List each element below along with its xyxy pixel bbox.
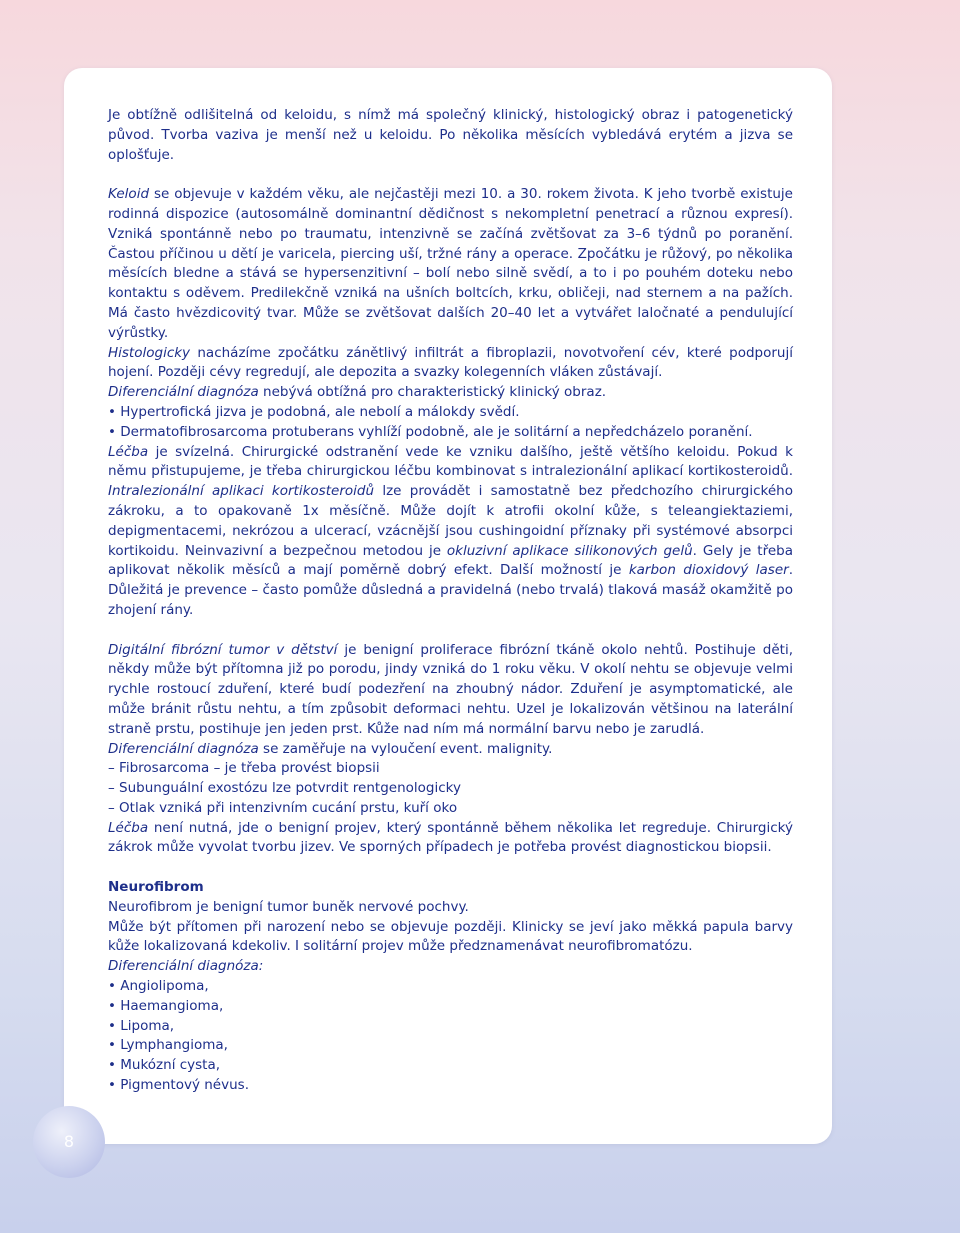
paragraph-diff-2 bbox=[108, 740, 793, 760]
term: Léčba bbox=[108, 443, 149, 460]
dash-item: – Otlak vzniká při intenzivním cucání prstu, kuří oko bbox=[108, 799, 458, 816]
text-span: . Gely je třeba aplikovat několik měsíců a mají poměrně dobrý efekt. Další možností je bbox=[108, 542, 793, 579]
text-span: nebývá obtížná pro charakteristický klinický obraz. bbox=[258, 384, 607, 401]
text-span: se objevuje v každém věku, ale nejčastěji mezi 10. a 30. rokem života. K jeho tvorbě existuje rodinná dispozice (autosomálně dominantní dědičnost s nekompletní penetrací a různou expresí). Vzniká spontánně nebo po traumatu, intenzivně se začíná zvětšovat za 3–6 týdnů po poranění. Častou příčinou u dětí je varicela, piercing uší, tržné rány a operace. Zpočátku je růžový, po několika měsících bledne a stává se hypersenzitivní – bolí nebo silně svědí, a to i po pouhém doteku nebo kontaktu s oděvem. Predilekčně vzniká na ušních boltcích, krku, obličeji, nad sternem a na pažích. Má často hvězdicovitý tvar. Může se zvětšovat dalších 20–40 let a vytvářet laločnaté a pendulující výrůstky. bbox=[108, 186, 793, 341]
page-number: 8 bbox=[33, 1106, 105, 1178]
main-text bbox=[108, 106, 793, 1096]
term: Histologicky bbox=[108, 344, 191, 361]
paragraph-keloid bbox=[108, 185, 793, 343]
text-span: . Důležitá je prevence – často pomůže důsledná a pravidelná (nebo trvalá) tlaková masáž okamžitě po zhojení rány. bbox=[108, 562, 793, 618]
list-item: • Pigmentový névus. bbox=[108, 1077, 249, 1094]
text-span: je svízelná. Chirurgické odstranění vede ke vzniku dalšího, ještě většího keloidu. Pokud k němu přistupujeme, je třeba chirurgickou léčbu kombinovat s intralezionální aplikací kortikosteroidů. bbox=[108, 443, 793, 480]
term: Léčba bbox=[108, 819, 149, 836]
term: okluzivní aplikace silikonových gelů bbox=[446, 542, 693, 559]
dash-item: – Subunguální exostózu lze potvrdit rentgenologicky bbox=[108, 780, 461, 797]
list-item: • Haemangioma, bbox=[108, 997, 224, 1014]
term: Diferenciální diagnóza bbox=[108, 384, 259, 401]
paragraph-intro bbox=[108, 106, 793, 165]
term: Digitální fibrózní tumor v dětství bbox=[108, 641, 338, 658]
paragraph-neuro-2: Může být přítomen při narození nebo se objevuje později. Klinicky se jeví jako měkká papula barvy kůže lokalizovaná kdekoliv. I solitární projev může předznamenávat neurofibromatózu. bbox=[108, 918, 793, 955]
paragraph-treatment-2 bbox=[108, 819, 793, 859]
text-span: se zaměřuje na vyloučení event. malignity. bbox=[258, 740, 553, 757]
paragraph-treatment bbox=[108, 443, 793, 621]
bullet-item: • Dermatofibrosarcoma protuberans vyhlíží podobně, ale je solitární a nepředcházelo poranění. bbox=[108, 423, 753, 440]
text-span: není nutná, jde o benigní projev, který spontánně během několika let regreduje. Chirurgický zákrok může vyvolat tvorbu jizev. Ve sporných případech je potřeba provést diagnostickou biopsii. bbox=[108, 819, 793, 856]
list-item: • Lipoma, bbox=[108, 1017, 175, 1034]
term: Keloid bbox=[108, 186, 150, 203]
paragraph-diff bbox=[108, 383, 793, 403]
dash-item: – Fibrosarcoma – je třeba provést biopsii bbox=[108, 760, 380, 777]
list-item: • Mukózní cysta, bbox=[108, 1057, 221, 1074]
paragraph-neuro-1: Neurofibrom je benigní tumor buněk nervové pochvy. bbox=[108, 898, 469, 915]
paragraph-digital bbox=[108, 641, 793, 740]
term: Intralezionální aplikaci kortikosteroidů bbox=[108, 483, 374, 500]
text-span: je benigní proliferace fibrózní tkáně okolo nehtů. Postihuje děti, někdy může být přítomna již po porodu, jindy vzniká do 1 roku věku. V okolí nehtu se objevuje velmi rychle rostoucí zduření, které budí podezření na zhoubný nádor. Zduření je asymptomatické, ale může bránit růstu nehtu, a tím způsobit deformaci nehtu. Uzel je lokalizován většinou na laterální straně prstu, postihuje jen jeden prst. Kůže nad ním má normální barvu nebo je zarudlá. bbox=[108, 641, 793, 737]
list-item: • Lymphangioma, bbox=[108, 1037, 228, 1054]
term: karbon dioxidový laser bbox=[628, 562, 789, 579]
text-span: nacházíme zpočátku zánětlivý infiltrát a fibroplazii, novotvoření cév, které podporují hojení. Později cévy regredují, ale depozita a svazky kolegenních vláken zůstávají. bbox=[108, 344, 793, 381]
section-heading: Neurofibrom bbox=[108, 879, 204, 896]
paragraph-neuro-diff: Diferenciální diagnóza: bbox=[108, 958, 264, 975]
text-span: lze provádět i samostatně bez předchozího chirurgického zákroku, a to opakovaně 1x měsíčně. Může dojít k atrofii okolní kůže, s teleangiektaziemi, depigmentacemi, nekrózou a ulcerací, vzácnější jsou cushingoidní příznaky při systémové absorpci kortikoidu. Neinvazivní a bezpečnou metodou je bbox=[108, 483, 793, 559]
text-span: Je obtížně odlišitelná od keloidu, s nímž má společný klinický, histologický obraz i patogenetický původ. Tvorba vaziva je menší než u keloidu. Po několika měsících vybledává erytém a jizva se oplošťuje. bbox=[108, 107, 793, 163]
term: Diferenciální diagnóza bbox=[108, 740, 259, 757]
list-item: • Angiolipoma, bbox=[108, 978, 209, 995]
paragraph-histology bbox=[108, 344, 793, 384]
bullet-item: • Hypertrofická jizva je podobná, ale nebolí a málokdy svědí. bbox=[108, 403, 520, 420]
